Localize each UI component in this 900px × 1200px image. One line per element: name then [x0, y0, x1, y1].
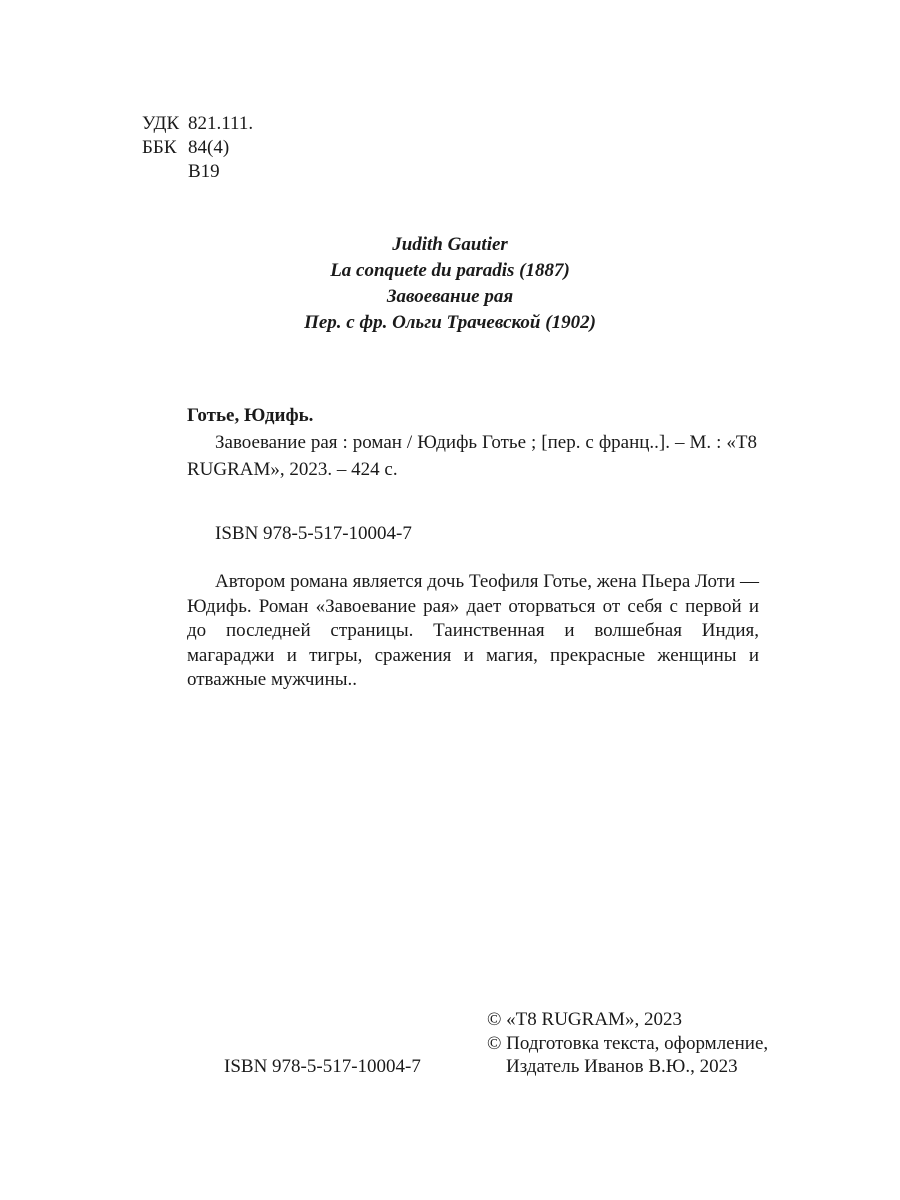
annotation-paragraph: Автором романа является дочь Теофиля Готье, жена Пьера Лоти — Юдифь. Роман «Завоевание рая» дает оторваться от себя с первой и до последней страницы. Таинственная и волшебная Индия, магараджи и тигры, сражения и магия, прекрасные женщины и отважные мужчины.. — [187, 571, 759, 690]
bbk-value: 84(4) — [188, 137, 230, 158]
udk-value: 821.111. — [188, 113, 254, 134]
udk-row — [142, 112, 253, 136]
udk-label: УДК — [142, 113, 180, 134]
catalog-record — [187, 403, 757, 483]
author-mark-row — [142, 160, 253, 184]
copyright-editor: Издатель Иванов В.Ю., 2023 — [506, 1056, 738, 1077]
copyright-preparation: © Подготовка текста, оформление, — [487, 1032, 769, 1054]
catalog-description: Завоевание рая : роман / Юдифь Готье ; [пер. с франц..]. – М. : «Т8 RUGRAM», 2023. – 424 с. — [187, 432, 757, 480]
isbn-main: ISBN 978-5-517-10004-7 — [215, 523, 412, 544]
bbk-label: ББК — [142, 137, 177, 158]
catalog-author: Готье, Юдифь. — [187, 405, 314, 426]
russian-title: Завоевание рая — [386, 286, 514, 307]
author-mark: В19 — [188, 161, 220, 182]
translator-credit: Пер. с фр. Ольги Трачевской (1902) — [304, 312, 596, 333]
original-author: Judith Gautier — [392, 234, 508, 255]
classification-block — [142, 112, 253, 184]
bbk-row — [142, 136, 253, 160]
copyright-block — [487, 1008, 768, 1079]
copyright-publisher: © «Т8 RUGRAM», 2023 — [487, 1009, 682, 1030]
original-title: La conquete du paradis (1887) — [330, 260, 570, 281]
isbn-footer: ISBN 978-5-517-10004-7 — [224, 1056, 421, 1077]
original-edition-block — [180, 232, 720, 336]
